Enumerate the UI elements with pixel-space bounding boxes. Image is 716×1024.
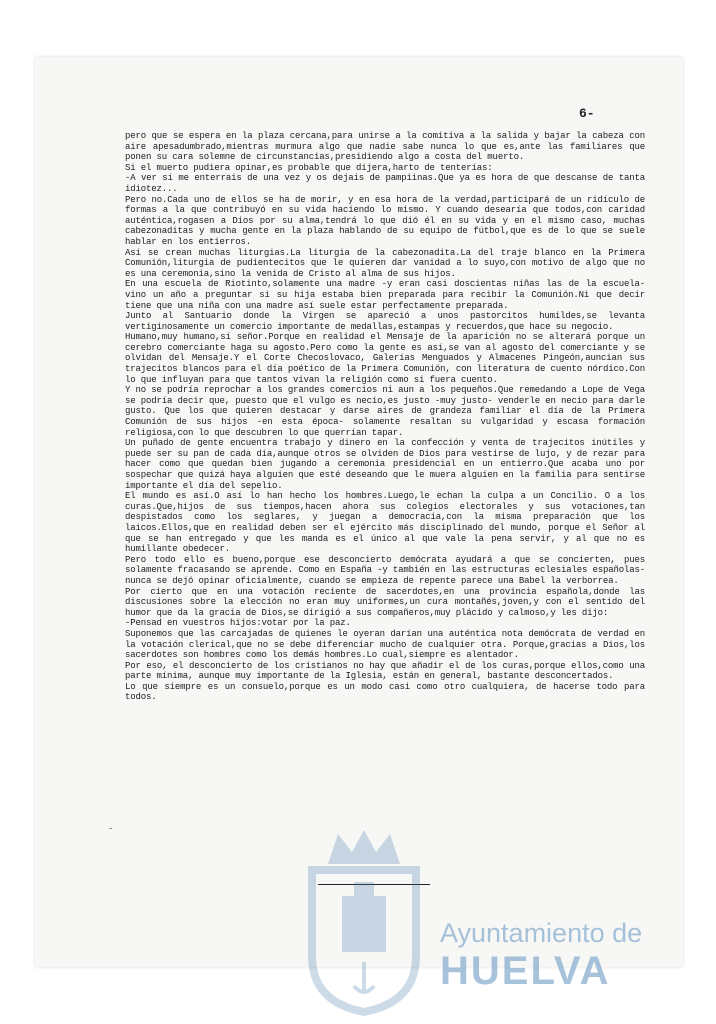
paragraph: pero que se espera en la plaza cercana,para unirse a la comitiva a la salida y bajar la cabeza con aire apesadumbrado,mientras murmura algo que nadie sabe nunca lo que es,ante las familiares que ponen su cara solemne de circunstancias,presidiendo algo a costa del muerto. xyxy=(125,131,645,163)
seal-castle xyxy=(342,896,386,952)
seal-crown xyxy=(328,830,400,864)
paragraph: Pero todo ello es bueno,porque ese desconcierto demócrata ayudará a que se concierten, pues solamente fracasando se aprende. Como en España -y también en las estructuras eclesiales españolas- nunca se dejó opinar oficialmente, cuando se empieza de repente parece una Babel la verborrea. xyxy=(125,554,645,586)
paragraph: Pero no.Cada uno de ellos se ha de morir, y en esa hora de la verdad,participará de un ridículo de formas a la que contribuyó en su vida haciendo lo mismo. Y cuando desearía que todos,con caridad auténtica,rogasen a Dios por su alma,tendrá lo que dió él en su vida y en el mismo caso, muchas cabezonaditas y mucha gente en la plaza hablando de su equipo de fútbol,que es de lo que se suele hablar en los entierros. xyxy=(125,194,645,247)
paragraph: Si el muerto pudiera opinar,es probable que dijera,harto de tenterías: xyxy=(125,162,493,173)
watermark-brand xyxy=(440,918,680,994)
paragraph: Humano,muy humano,sí señor.Porque en realidad el Mensaje de la aparición no se alterará porque un cerebro comerciante haga su agosto.Pero como la gente es así,se van al agosto del comerciante y se olvidan del Mensaje.Y el Corte Checoslovaco, Galerías Menguados y Almacenes Pingeón,auncian sus trajecitos blancos para el día poético de la Primera Comunión, con literatura de cuento nórdico.Con lo que influyan para que tantos vivan la religión como si fuera cuento. xyxy=(125,332,645,385)
paragraph: -Pensad en vuestros hijos:votar por la paz. xyxy=(125,618,351,629)
paragraph: Suponemos que las carcajadas de quienes le oyeran darían una auténtica nota demócrata de verdad en la votación clerical,que no se debe diferenciar mucho de cualquier otra. Porque,gracias a Dios,los sacerdotes son hombres como los demás hombres.Lo cual,siempre es alentador. xyxy=(125,628,645,661)
seal-castle-tower xyxy=(354,882,374,898)
paragraph: En una escuela de Riotinto,solamente una madre -y eran casi doscientas niñas las de la escuela- vino un año a preguntar si su hija estaba bien preparada para recibir la Comunión.Ni que decir tiene que una niña con una madre así suele estar perfectamente preparada. xyxy=(125,279,645,311)
watermark-line2: HUELVA xyxy=(440,949,611,993)
margin-mark: - xyxy=(108,824,114,834)
seal-anchor-icon xyxy=(354,962,374,992)
watermark-line1: Ayuntamiento de xyxy=(440,918,643,948)
paragraph: Un puñado de gente encuentra trabajo y dinero en la confección y venta de trajecitos inútiles y puede ser su pan de cada día,aunque otros se olviden de Dios para vestirse de lujo, y de rezar para hacer como que quedan bien jugando a ceremonia presidencial en un entierro.Que acaba uno por sospechar que quizá haya alguien que esté deseando que le muera alguien en la familia para sentirse importante el día del sepelio. xyxy=(125,438,645,491)
paragraph: -A ver si me enterrais de una vez y os dejais de pampiinas.Que ya es hora de que descanse de tanta idiotez... xyxy=(125,173,645,194)
paragraph: Junto al Santuario donde la Virgen se apareció a unos pastorcitos humildes,se levanta vertiginosamente un comercio importante de medallas,estampas y recuerdos,que hace su negocio. xyxy=(125,311,645,332)
page-number: 6- xyxy=(579,106,595,121)
paragraph: Lo que siempre es un consuelo,porque es un modo casi como otro cualquiera, de hacerse todo para todos. xyxy=(125,681,645,703)
document-body xyxy=(125,131,645,703)
city-seal-watermark xyxy=(298,826,430,1016)
paragraph: Por eso, el desconcierto de los cristianos no hay que añadir el de los curas,porque ellos,como una parte mínima, aunque muy importante de la Iglesia, están en general, bastante desconcertados. xyxy=(125,660,645,682)
paragraph: Por cierto que en una votación reciente de sacerdotes,en una provincia española,donde las discusiones sobre la elección no eran muy uniformes,un cura montañés,joven,y con el sentido del humor que da la gracia de Dios,se dirigió a sus compañeros,muy plácido y calmoso,y les dijo: xyxy=(125,586,645,618)
paragraph: Y no se podría reprochar a los grandes comercios ni aun a los pequeños.Que remedando a Lope de Vega se podría decir que, puesto que el vulgo es necio,es justo -muy justo- venderle en necio para darle gusto. Que los que quieren destacar y darse aires de grandeza familiar el día de la Primera Comunión de sus hijos -en esta época- solamente resaltan su vulgaridad y escasa formación religiosa,con lo que descubren lo que querrían tapar. xyxy=(125,385,645,438)
paragraph: Así se crean muchas liturgias.La liturgia de la cabezonadita.La del traje blanco en la Primera Comunión,liturgia de pudientecitos que le quieren dar vanidad a lo suyo,con motivo de algo que no es una ceremonia,sino la venida de Cristo al alma de sus hijos. xyxy=(125,247,645,279)
paragraph: El mundo es así.O así lo han hecho los hombres.Luego,le echan la culpa a un Concilio. O a los curas.Que,hijos de sus tiempos,hacen ahora sus colegios electorales y sus votaciones,tan despistados como los seglares, y juegan a democracia,con la misma preparación que los laicos.Ellos,que en realidad deben ser el ejército más disciplinado del mundo, porque el Señor al que se han entregado y que les manda es el único al que vale la pena servir, y al que no es humillante obedecer. xyxy=(125,491,645,555)
